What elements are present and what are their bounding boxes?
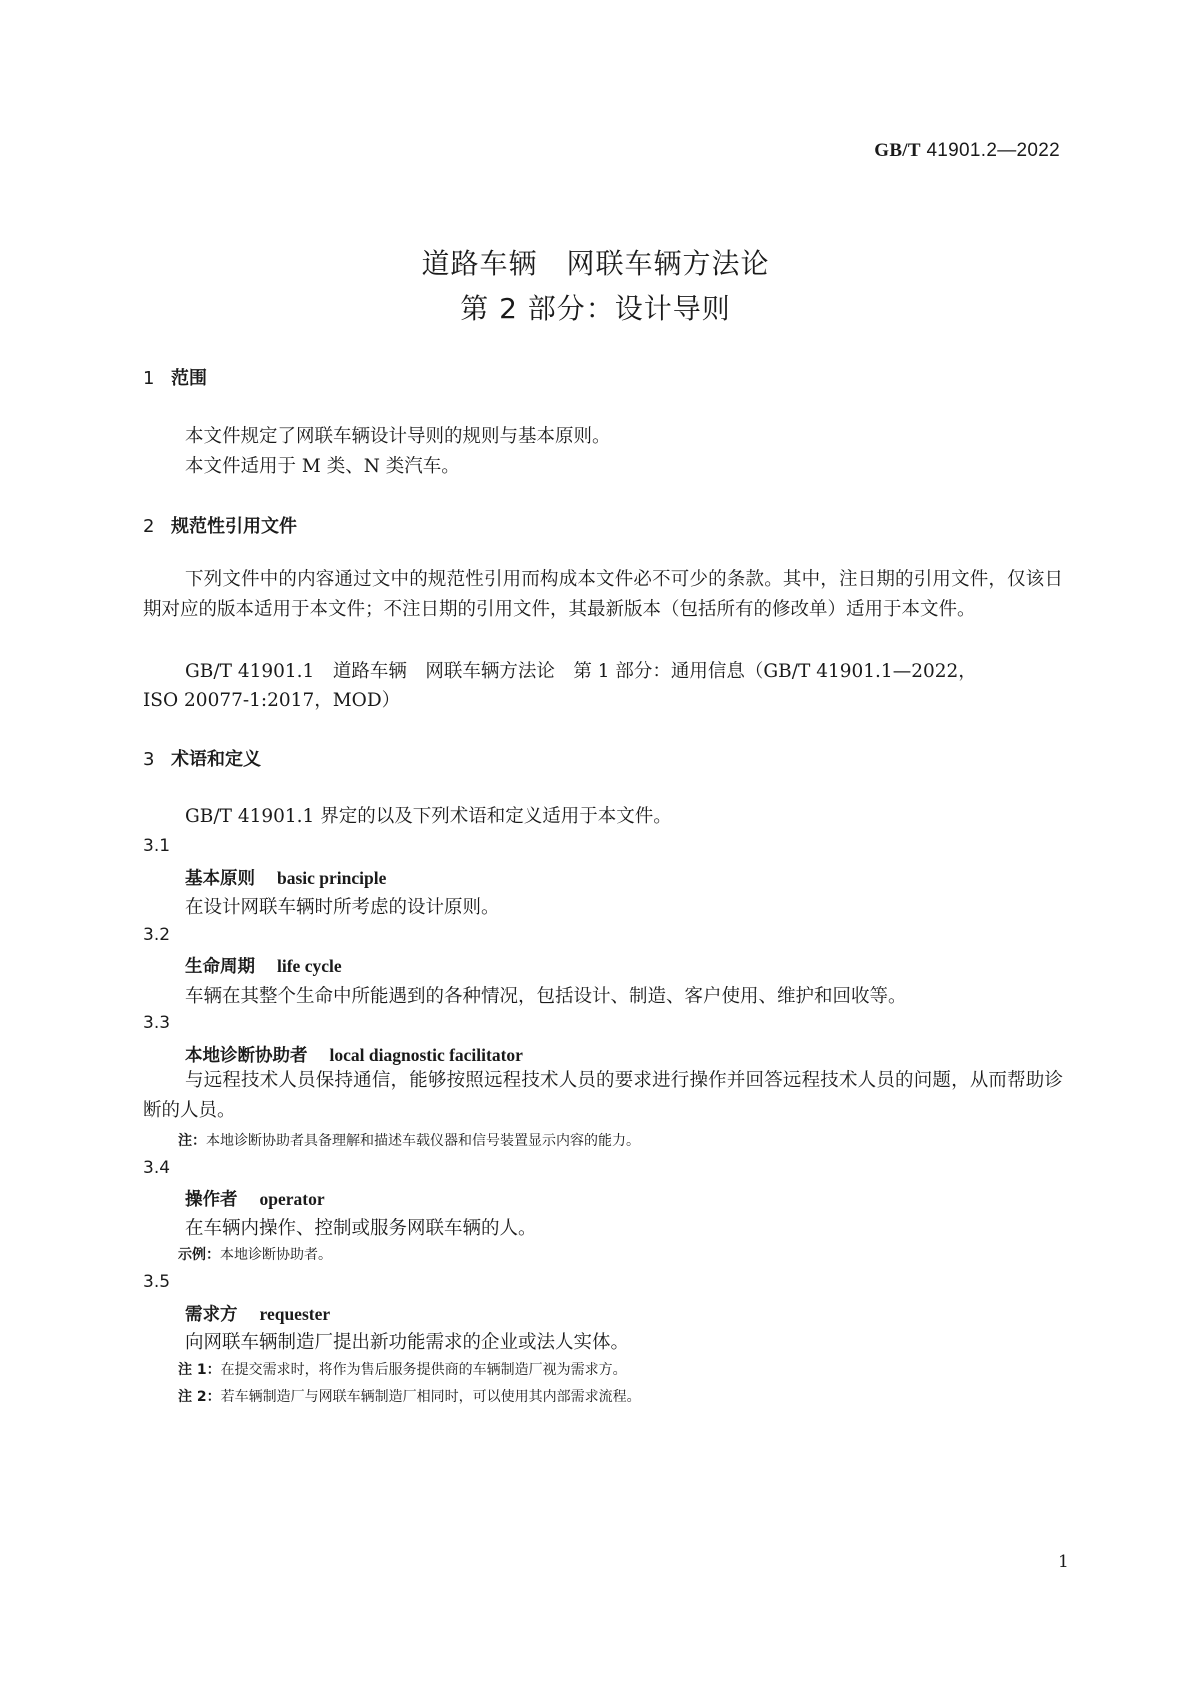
section-2-heading: 2 规范性引用文件 [143, 516, 297, 537]
term-definition: 车辆在其整个生命中所能遇到的各种情况，包括设计、制造、客户使用、维护和回收等。 [185, 986, 907, 1007]
section-1-para-1: 本文件规定了网联车辆设计导则的规则与基本原则。 [185, 426, 611, 447]
term-definition: 在设计网联车辆时所考虑的设计原则。 [185, 897, 500, 918]
term-note-2: 注 2：若车辆制造厂与网联车辆制造厂相同时，可以使用其内部需求流程。 [178, 1389, 641, 1405]
term-definition: 与远程技术人员保持通信，能够按照远程技术人员的要求进行操作并回答远程技术人员的问题，从而帮助诊断的人员。 [143, 1070, 1063, 1121]
section-3-intro: GB/T 41901.1 界定的以及下列术语和定义适用于本文件。 [185, 806, 672, 827]
document-number: GB/T 41901.2—2022 [874, 140, 1060, 161]
section-1-heading: 1 范围 [143, 368, 207, 389]
clause-number: 3.5 [143, 1272, 171, 1292]
term-heading: 需求方 requester [185, 1304, 331, 1325]
clause-number: 3.1 [143, 836, 171, 856]
clause-number: 3.3 [143, 1013, 171, 1033]
term-example: 示例：本地诊断协助者。 [178, 1247, 332, 1263]
title-line-2: 第 2 部分：设计导则 [460, 292, 731, 325]
clause-number: 3.4 [143, 1158, 171, 1178]
title-line-1: 道路车辆 网联车辆方法论 [421, 247, 770, 280]
term-definition: 在车辆内操作、控制或服务网联车辆的人。 [185, 1218, 537, 1239]
term-heading: 生命周期 life cycle [185, 956, 342, 977]
term-heading: 操作者 operator [185, 1189, 325, 1210]
clause-number: 3.2 [143, 925, 171, 945]
term-heading: 本地诊断协助者 local diagnostic facilitator [185, 1045, 523, 1066]
normative-reference-line-2: ISO 20077-1:2017，MOD） [143, 690, 401, 711]
page-number: 1 [1058, 1552, 1069, 1572]
term-heading: 基本原则 basic principle [185, 868, 387, 889]
normative-reference-line-1: GB/T 41901.1 道路车辆 网联车辆方法论 第 1 部分：通用信息（GB/T 41901.1—2022， [185, 661, 977, 682]
term-note-1: 注 1：在提交需求时，将作为售后服务提供商的车辆制造厂视为需求方。 [178, 1362, 627, 1378]
section-2-para: 下列文件中的内容通过文中的规范性引用而构成本文件必不可少的条款。其中，注日期的引用文件，仅该日期对应的版本适用于本文件；不注日期的引用文件，其最新版本（包括所有的修改单）适用于本文件。 [143, 569, 1063, 620]
term-note: 注：本地诊断协助者具备理解和描述车载仪器和信号装置显示内容的能力。 [178, 1133, 640, 1149]
term-definition: 向网联车辆制造厂提出新功能需求的企业或法人实体。 [185, 1332, 630, 1353]
section-3-heading: 3 术语和定义 [143, 749, 261, 770]
section-1-para-2: 本文件适用于 M 类、N 类汽车。 [185, 456, 460, 477]
